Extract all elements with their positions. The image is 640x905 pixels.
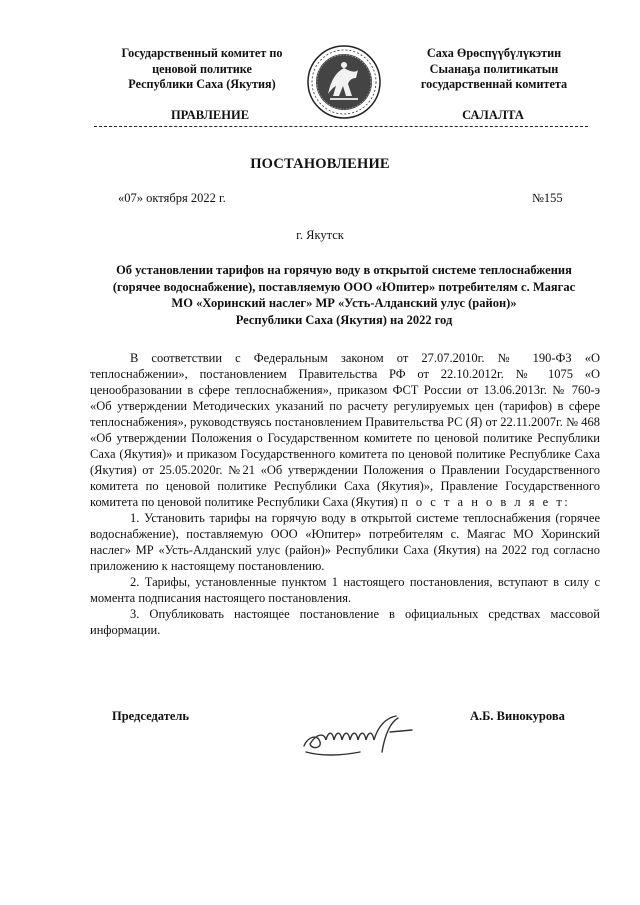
preamble-text: В соответствии с Федеральным законом от 27.07.2010г. № 190-ФЗ «О теплоснабжении», постановлением Правительства РФ от 22.10.2012г. № 1075 «О ценообразовании в сфере теплоснабжения», приказом ФСТ России от 13.06.2013г. № 760-э «Об утверждении Методических указаний по расчету регулируемых цен (тарифов) в сфере теплоснабжения», руководствуясь постановлением Правительства РС (Я) от 22.11.2007г. № 468 «Об утверждении Положения о Государственном комитете по ценовой политике Республики Саха (Якутия)» и приказом Государственного комитета по ценовой политике Республике Саха (Якутия) от 25.05.2020г. №21 «Об утверждении Положения о Правлении Государственного комитета по ценовой политике Республики Саха (Якутия)», Правление Государственного комитета по ценовой политике Республики Саха (Якутия) xyxy=(90,351,600,509)
department-ru: ПРАВЛЕНИЕ xyxy=(170,108,250,122)
header-right-line: Сыанаҕа политикатын xyxy=(429,61,559,76)
handwritten-signature-icon xyxy=(300,712,420,760)
document-body xyxy=(90,350,600,638)
department-sakha: САЛАЛТА xyxy=(462,108,524,122)
document-subject xyxy=(88,262,600,328)
header-right-line: Саха Өрөспүүбүлүкэтин xyxy=(426,46,562,60)
decree-word: п о с т а н о в л я е т: xyxy=(401,495,571,509)
coat-of-arms-icon xyxy=(306,44,382,120)
item-3: 3. Опубликовать настоящее постановление в официальных средствах массовой информации. xyxy=(90,607,600,637)
signatory-name: А.Б. Винокурова xyxy=(470,709,565,723)
subject-line: (горячее водоснабжение), поставляемую ООО «Юпитер» потребителям с. Маягас xyxy=(112,279,576,294)
subject-line: Республики Саха (Якутия) на 2022 год xyxy=(235,312,453,327)
item-1: 1. Установить тарифы на горячую воду в открытой системе теплоснабжения (горячее водоснабжение), поставляемую ООО «Юпитер» потребителям с. Маягас МО Хоринский наслег» МР «Усть-Алданский улус (район)» Республики Саха (Якутия) на 2022 год согласно приложению к настоящему постановлению. xyxy=(90,511,600,573)
subject-line: Об установлении тарифов на горячую воду в открытой системе теплоснабжения xyxy=(116,263,572,277)
committee-name-ru xyxy=(88,46,316,93)
document-date: «07» октября 2022 г. xyxy=(118,191,226,205)
committee-name-sakha xyxy=(396,46,592,93)
item-2: 2. Тарифы, установленные пунктом 1 настоящего постановления, вступают в силу с момента подписания настоящего постановления. xyxy=(90,575,600,605)
header-left-line: ценовой политике xyxy=(152,61,252,76)
header-left-line: Республики Саха (Якутия) xyxy=(128,77,276,91)
document-city: г. Якутск xyxy=(296,228,344,242)
header-right-line: государственнай комитета xyxy=(420,77,568,91)
document-title: ПОСТАНОВЛЕНИЕ xyxy=(250,156,390,172)
signatory-role: Председатель xyxy=(112,709,190,723)
header-left-line: Государственный комитет по xyxy=(121,46,283,60)
subject-line: МО «Хоринский наслег» МР «Усть-Алданский улус (район)» xyxy=(171,296,517,310)
header-divider xyxy=(94,126,588,127)
preamble-paragraph xyxy=(90,350,600,510)
document-number: №155 xyxy=(532,191,563,205)
